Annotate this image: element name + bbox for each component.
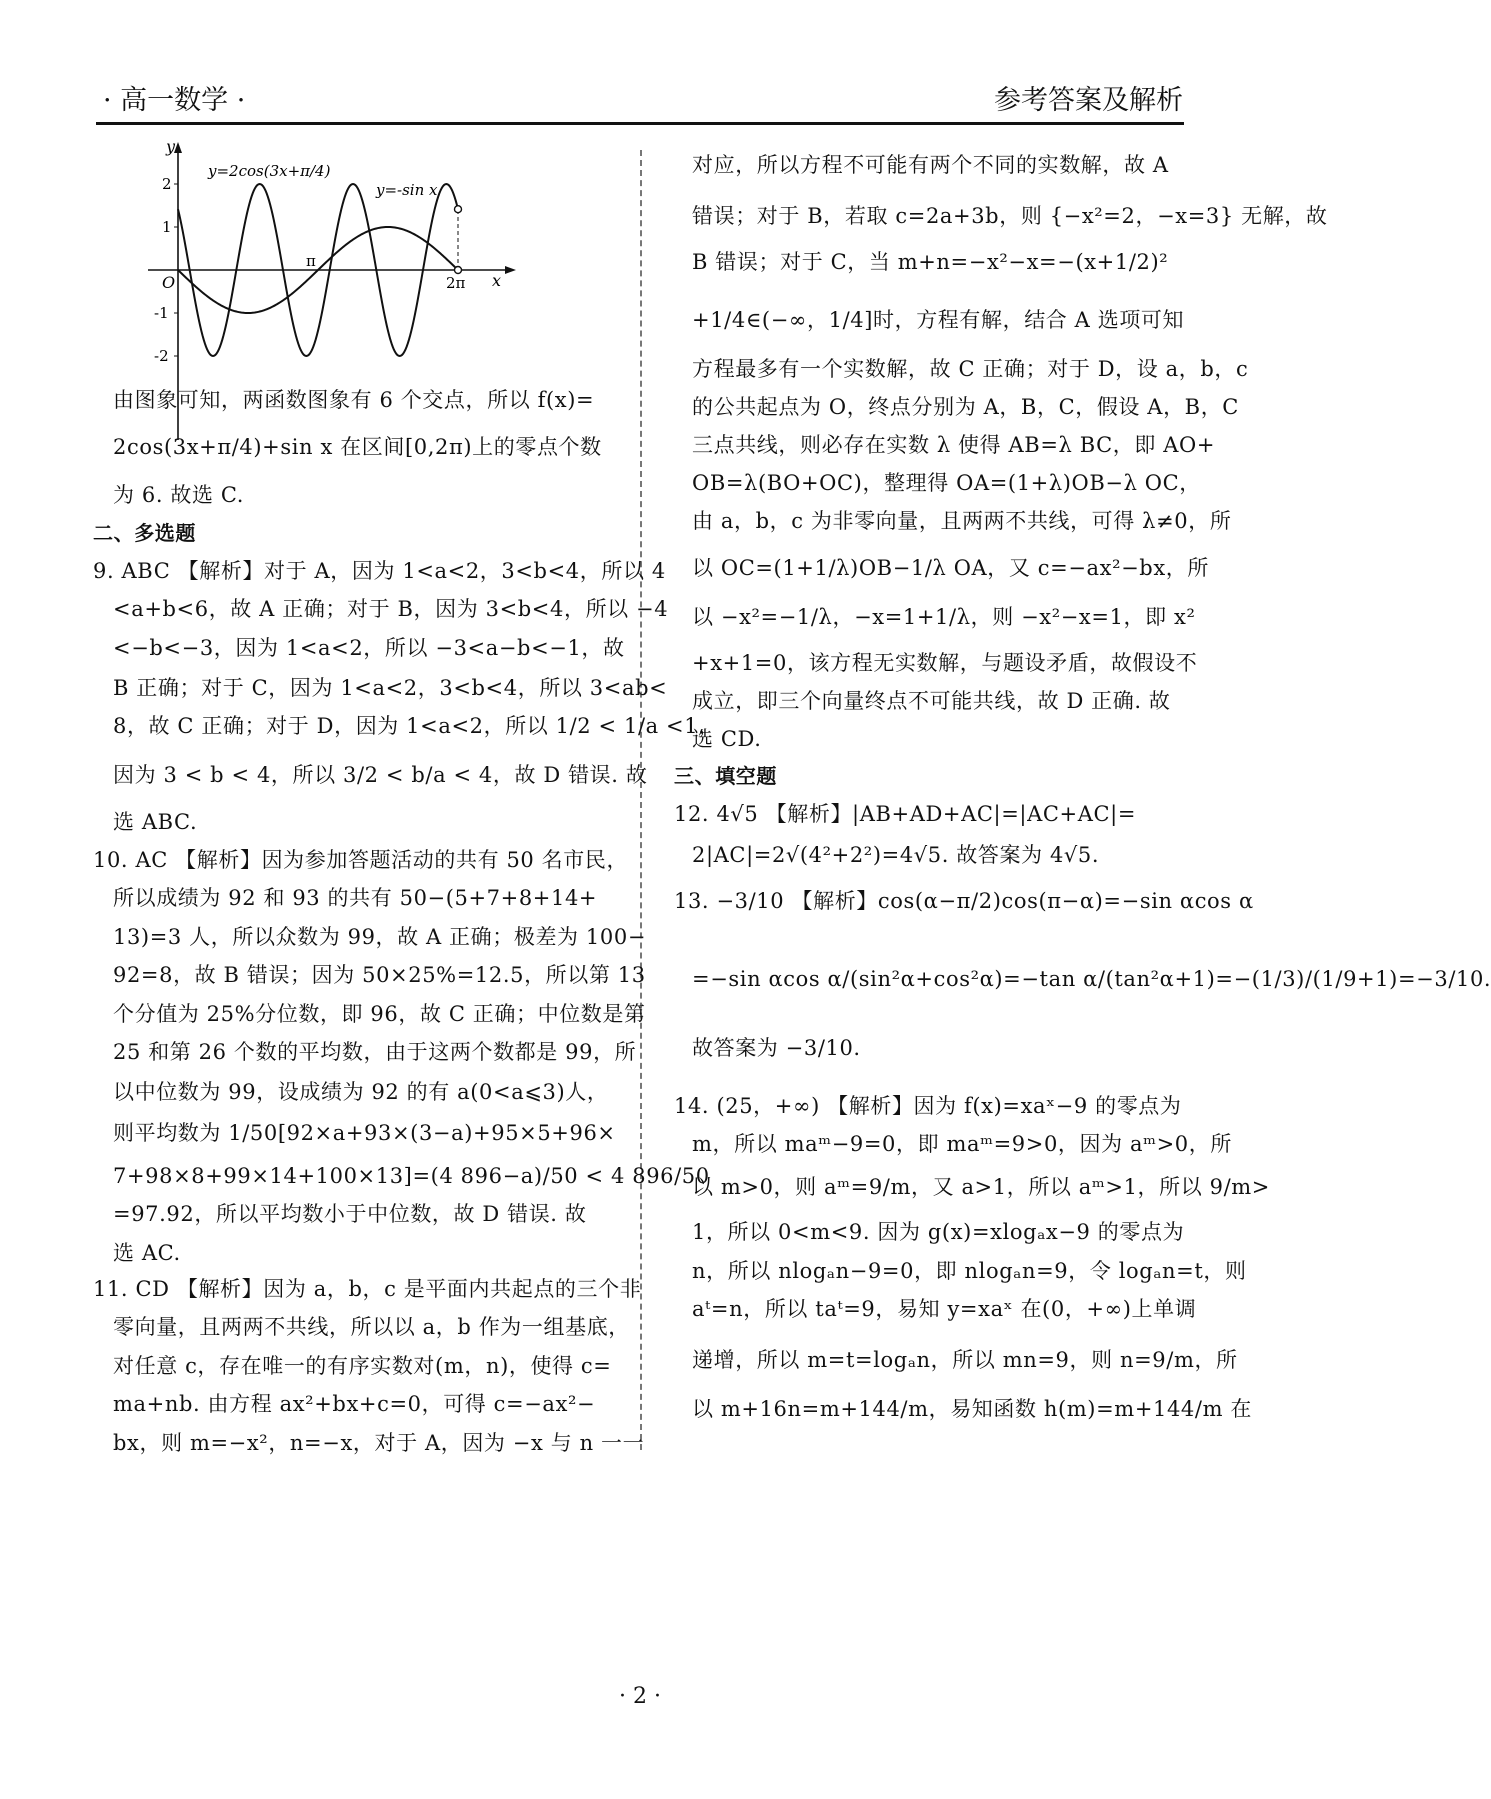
x-tick-label-pi: π — [306, 252, 316, 270]
left-text-line: 13)=3 人，所以众数为 99，故 A 正确；极差为 100− — [113, 925, 647, 949]
right-text-line: =−sin αcos α/(sin²α+cos²α)=−tan α/(tan²α+1)=−(1/3)/(1/9+1)=−3/10. — [692, 967, 1491, 991]
left-text-line: 9. ABC 【解析】对于 A，因为 1<a<2，3<b<4，所以 4 — [93, 559, 666, 583]
left-text-line: 2cos(3x+π/4)+sin x 在区间[0,2π)上的零点个数 — [113, 435, 602, 459]
header-rule — [96, 122, 1184, 125]
left-text-line: 11. CD 【解析】因为 a，b，c 是平面内共起点的三个非 — [93, 1277, 642, 1301]
right-text-line: 对应，所以方程不可能有两个不同的实数解，故 A — [692, 153, 1169, 177]
left-text-line: 25 和第 26 个数的平均数，由于这两个数都是 99，所 — [113, 1040, 637, 1064]
curve1-label: y=2cos(3x+π/4) — [208, 162, 331, 180]
right-text-line: 三、填空题 — [674, 764, 777, 788]
page-number: · 2 · — [619, 1684, 661, 1709]
left-text-line: 所以成绩为 92 和 93 的共有 50−(5+7+8+14+ — [113, 886, 598, 910]
left-text-line: 由图象可知，两函数图象有 6 个交点，所以 f(x)= — [113, 388, 595, 412]
left-text-line: 为 6. 故选 C. — [113, 483, 245, 507]
right-text-line: 13. −3/10 【解析】cos(α−π/2)cos(π−α)=−sin αcos α — [674, 889, 1254, 913]
column-divider — [640, 150, 642, 1450]
left-text-line: 零向量，且两两不共线，所以以 a，b 作为一组基底， — [113, 1315, 630, 1339]
left-text-line: ma+nb. 由方程 ax²+bx+c=0，可得 c=−ax²− — [113, 1392, 596, 1416]
y-tick-label-2: 2 — [162, 175, 172, 193]
right-text-line: 成立，即三个向量终点不可能共线，故 D 正确. 故 — [692, 689, 1171, 713]
left-text-line: 则平均数为 1/50[92×a+93×(3−a)+95×5+96× — [113, 1121, 616, 1145]
left-text-line: 以中位数为 99，设成绩为 92 的有 a(0<a⩽3)人， — [113, 1080, 609, 1104]
y-axis-label: y — [166, 137, 176, 156]
right-text-line: m，所以 maᵐ−9=0，即 maᵐ=9>0，因为 aᵐ>0，所 — [692, 1132, 1232, 1156]
left-text-line: 92=8，故 B 错误；因为 50×25%=12.5，所以第 13 — [113, 963, 646, 987]
right-text-line: 错误；对于 B，若取 c=2a+3b，则 {−x²=2，−x=3} 无解，故 — [692, 204, 1328, 228]
left-text-line: <−b<−3，因为 1<a<2，所以 −3<a−b<−1，故 — [113, 636, 625, 660]
right-text-line: B 错误；对于 C，当 m+n=−x²−x=−(x+1/2)² — [692, 250, 1169, 274]
right-text-line: 以 m+16n=m+144/m，易知函数 h(m)=m+144/m 在 — [692, 1397, 1252, 1421]
x-axis-arrow — [505, 266, 516, 274]
y-tick-label-1: 1 — [162, 218, 172, 236]
left-text-line: 个分值为 25%分位数，即 96，故 C 正确；中位数是第 — [113, 1002, 646, 1026]
left-text-line: 选 ABC. — [113, 810, 198, 834]
right-text-line: 以 OC=(1+1/λ)OB−1/λ OA，又 c=−ax²−bx，所 — [692, 556, 1209, 580]
left-text-line: 10. AC 【解析】因为参加答题活动的共有 50 名市民， — [93, 848, 629, 872]
left-text-line: bx，则 m=−x²，n=−x，对于 A，因为 −x 与 n 一一 — [113, 1431, 645, 1455]
y-axis-arrow — [174, 142, 182, 153]
header-subject: · 高一数学 · — [103, 85, 246, 116]
right-text-line: OB=λ(BO+OC)，整理得 OA=(1+λ)OB−λ OC， — [692, 471, 1201, 495]
right-text-line: 的公共起点为 O，终点分别为 A，B，C，假设 A，B，C — [692, 395, 1239, 419]
curve2-label: y=-sin x — [376, 181, 438, 199]
right-text-line: 三点共线，则必存在实数 λ 使得 AB=λ BC，即 AO+ — [692, 433, 1216, 457]
right-text-line: 故答案为 −3/10. — [692, 1036, 861, 1060]
origin-label: O — [162, 273, 176, 292]
left-text-line: 对任意 c，存在唯一的有序实数对(m，n)，使得 c= — [113, 1354, 612, 1378]
header-title: 参考答案及解析 — [994, 85, 1183, 116]
left-text-line: 8，故 C 正确；对于 D，因为 1<a<2，所以 1/2 < 1/a <1， — [113, 714, 720, 738]
right-text-line: 2|AC|=2√(4²+2²)=4√5. 故答案为 4√5. — [692, 843, 1100, 867]
left-text-line: 二、多选题 — [93, 521, 196, 545]
left-text-line: 选 AC. — [113, 1241, 181, 1265]
left-text-line: =97.92，所以平均数小于中位数，故 D 错误. 故 — [113, 1202, 587, 1226]
open-endpoint-curve1 — [455, 206, 462, 213]
left-text-line: <a+b<6，故 A 正确；对于 B，因为 3<b<4，所以 −4 — [113, 597, 669, 621]
right-text-line: 由 a，b，c 为非零向量，且两两不共线，可得 λ≠0，所 — [692, 509, 1232, 533]
left-text-line: 因为 3 < b < 4，所以 3/2 < b/a < 4，故 D 错误. 故 — [113, 763, 648, 787]
right-text-line: n，所以 nlogₐn−9=0，即 nlogₐn=9，令 logₐn=t，则 — [692, 1259, 1247, 1283]
x-tick-label-2pi: 2π — [446, 274, 466, 292]
x-axis-label: x — [492, 271, 502, 290]
right-text-line: +1/4∈(−∞，1/4]时，方程有解，结合 A 选项可知 — [692, 308, 1185, 332]
y-tick-label-minus2: -2 — [154, 347, 169, 365]
right-text-line: 12. 4√5 【解析】|AB+AD+AC|=|AC+AC|= — [674, 802, 1137, 826]
right-text-line: 1，所以 0<m<9. 因为 g(x)=xlogₐx−9 的零点为 — [692, 1220, 1185, 1244]
left-text-line: B 正确；对于 C，因为 1<a<2，3<b<4，所以 3<ab< — [113, 676, 668, 700]
left-text-line: 7+98×8+99×14+100×13]=(4 896−a)/50 < 4 896/50 — [113, 1164, 710, 1188]
y-tick-label-minus1: -1 — [154, 304, 169, 322]
right-text-line: 选 CD. — [692, 727, 762, 751]
open-endpoint-2pi — [455, 267, 462, 274]
right-text-line: aᵗ=n，所以 taᵗ=9，易知 y=xaˣ 在(0，+∞)上单调 — [692, 1297, 1197, 1321]
right-text-line: 14. (25，+∞) 【解析】因为 f(x)=xaˣ−9 的零点为 — [674, 1094, 1182, 1118]
right-text-line: +x+1=0，该方程无实数解，与题设矛盾，故假设不 — [692, 651, 1198, 675]
right-text-line: 以 −x²=−1/λ，−x=1+1/λ，则 −x²−x=1，即 x² — [692, 605, 1196, 629]
right-text-line: 以 m>0，则 aᵐ=9/m，又 a>1，所以 aᵐ>1，所以 9/m> — [692, 1175, 1270, 1199]
right-text-line: 递增，所以 m=t=logₐn，所以 mn=9，则 n=9/m，所 — [692, 1348, 1238, 1372]
right-text-line: 方程最多有一个实数解，故 C 正确；对于 D，设 a，b，c — [692, 357, 1249, 381]
